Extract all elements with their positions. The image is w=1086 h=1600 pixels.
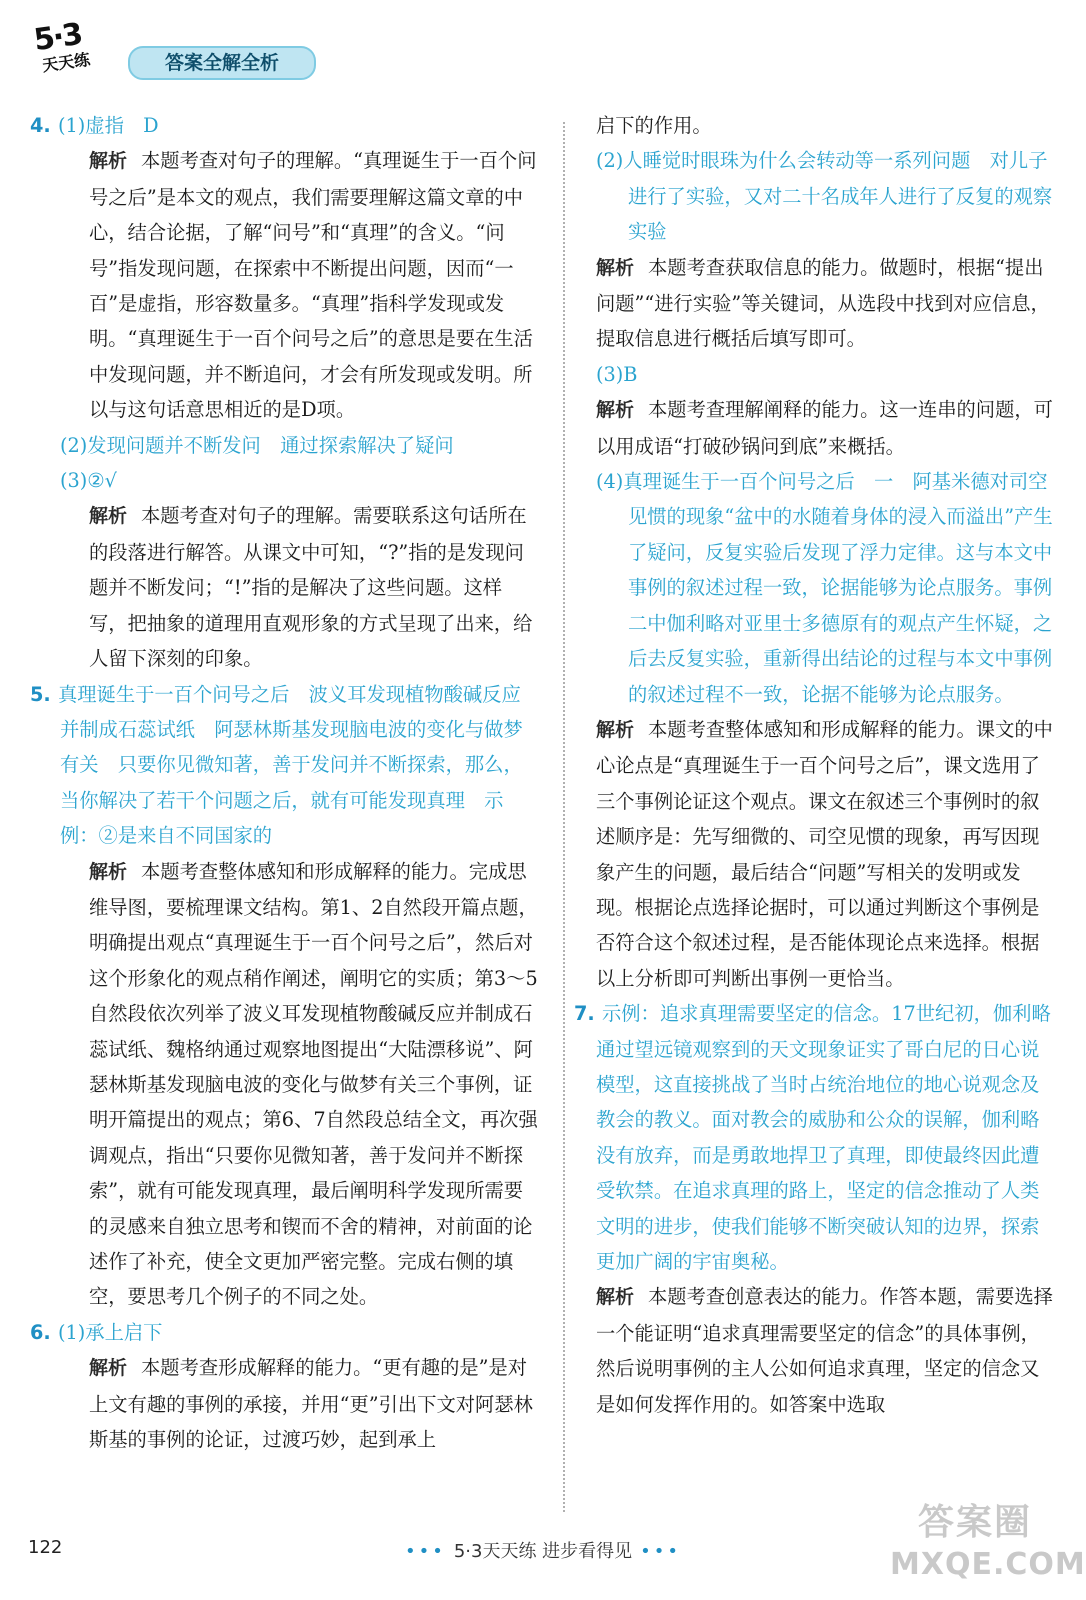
q4-number: 4. (30, 114, 51, 137)
q6-explanation-3: 解析 本题考查理解阐释的能力。这一连串的问题，可以用成语“打破砂锅问到底”来概括。 (576, 392, 1056, 464)
explain-tag: 解析 (89, 505, 128, 528)
q5-explanation: 解析 本题考查整体感知和形成解释的能力。完成思维导图，要梳理课文结构。第1、2自然段开篇点题，明确提出观点“真理诞生于一百个问号之后”，然后对这个形象化的观点稍作阐述，阐明它的实质；第3～5自然段依次列举了波义耳发现植物酸碱反应并制成石蕊试纸、魏格纳通过观察地图提出“大陆漂移说”、阿瑟林斯基发现脑电波的变化与做梦有关三个事例，证明开篇提出的观点；第6、7自然段总结全文，再次强调观点，指出“只要你见微知著，善于发问并不断探索”，就有可能发现真理，最后阐明科学发现所需要的灵感来自独立思考和锲而不舍的精神，对前面的论述作了补充，使全文更加严密完整。完成右侧的填空，要思考几个例子的不同之处。 (60, 854, 540, 1315)
explain-tag: 解析 (596, 718, 635, 741)
q4-answer-2: (2)发现问题并不断发问 通过探索解决了疑问 (60, 433, 454, 457)
q7-number: 7. (574, 1002, 595, 1026)
explain-tag: 解析 (596, 399, 635, 422)
q6-answer-4: (4)真理诞生于一百个问号之后 一 阿基米德对司空见惯的现象“盆中的水随着身体的浸入而溢出”产生了疑问，反复实验后发现了浮力定律。这与本文中事例的叙述过程一致，论据能够为论点服务。事例二中伽利略对亚里士多德原有的观点产生怀疑，之后去反复实验，重新得出结论的过程与本文中事例的叙述过程不一致，论据不能够为论点服务。 (596, 470, 1053, 706)
q6-number: 6. (30, 1320, 51, 1344)
q6-answer-2: (2)人睡觉时眼珠为什么会转动等一系列问题 对儿子进行了实验，又对二十名成年人进行了反复的观察实验 (596, 149, 1053, 244)
explain-tag: 解析 (89, 860, 128, 883)
q6-answer-3: (3)B (596, 362, 638, 386)
explain-tag: 解析 (89, 1357, 128, 1380)
q6-explanation-2: 解析 本题考查获取信息的能力。做题时，根据“提出问题”“进行实验”等关键词，从选段中找到对应信息，提取信息进行概括后填写即可。 (576, 250, 1056, 357)
page-number: 122 (28, 1537, 63, 1558)
left-column (30, 108, 540, 1457)
q4-answer-3: (3)②√ (60, 469, 117, 493)
q5-answer: 5. 真理诞生于一百个问号之后 波义耳发现植物酸碱反应并制成石蕊试纸 阿瑟林斯基发现脑电波的变化与做梦有关 只要你见微知著，善于发问并不断探索，那么，当你解决了若干个问题之后，就有可能发现真理 示例：②是来自不同国家的 (60, 677, 540, 854)
explain-tag: 解析 (596, 1286, 635, 1309)
q6-explanation-4: 解析 本题考查整体感知和形成解释的能力。课文的中心论点是“真理诞生于一百个问号之后”，课文选用了三个事例论证这个观点。课文在叙述三个事例时的叙述顺序是：先写细微的、司空见惯的现象，再写因现象产生的问题，最后结合“问题”写相关的发明或发现。根据论点选择论据时，可以通过判断这个事例是否符合这个叙述过程，是否能体现论点来选择。根据以上分析即可判断出事例一更恰当。 (576, 712, 1056, 996)
q5-number: 5. (30, 682, 51, 706)
watermark-line-2: MXQE.COM (890, 1547, 1086, 1582)
brand-logo (28, 16, 128, 76)
watermark (890, 1500, 1086, 1596)
right-column (576, 108, 1056, 1422)
explain-tag: 解析 (89, 150, 128, 173)
logo-text: 天天练 (41, 49, 92, 76)
q4-explanation-3: 解析 本题考查对句子的理解。需要联系这句话所在的段落进行解答。从课文中可知，“?”指的是发现问题并不断发问；“!”指的是解决了这些问题。这样写，把抽象的道理用直观形象的方式呈现了出来，给人留下深刻的印象。 (60, 498, 540, 676)
watermark-line-1: 答案圈 (917, 1502, 1032, 1543)
q4-explanation-1: 解析 本题考查对句子的理解。“真理诞生于一百个问号之后”是本文的观点，我们需要理解这篇文章的中心，结合论据，了解“问号”和“真理”的含义。“问号”指发现问题，在探索中不断提出问题，因而“一百”是虚指，形容数量多。“真理”指科学发现或发明。“真理诞生于一百个问号之后”的意思是要在生活中发现问题，并不断追问，才会有所发现或发明。所以与这句话意思相近的是D项。 (60, 143, 540, 427)
q4-answer-1: 4. (1)虚指 D (60, 108, 540, 143)
footer-dots-left: ••• (404, 1541, 446, 1562)
page-header (28, 18, 368, 80)
q7-answer: 7. 示例：追求真理需要坚定的信念。17世纪初，伽利略通过望远镜观察到的天文现象证实了哥白尼的日心说模型，这直接挑战了当时占统治地位的地心说观念及教会的教义。面对教会的威胁和公众的误解，伽利略没有放弃，而是勇敢地捍卫了真理，即使最终因此遭受软禁。在追求真理的路上，坚定的信念推动了人类文明的进步，使我们能够不断突破认知的边界，探索更加广阔的宇宙奥秘。 (576, 996, 1056, 1279)
q7-explanation: 解析 本题考查创意表达的能力。作答本题，需要选择一个能证明“追求真理需要坚定的信念”的具体事例，然后说明事例的主人公如何追求真理，坚定的信念又是如何发挥作用的。如答案中选取 (576, 1279, 1056, 1422)
logo-number: 5·3 (31, 16, 84, 59)
column-divider (563, 122, 565, 1512)
q6-answer-1: 6. (1)承上启下 (60, 1315, 540, 1350)
explain-tag: 解析 (596, 256, 635, 279)
q6-explanation-continued: 启下的作用。 (596, 114, 712, 137)
footer-dots-right: ••• (640, 1541, 682, 1562)
q6-explanation-1: 解析 本题考查形成解释的能力。“更有趣的是”是对上文有趣的事例的承接，并用“更”引出下文对阿瑟林斯基的事例的论证，过渡巧妙，起到承上 (60, 1350, 540, 1457)
section-badge: 答案全解全析 (128, 46, 316, 80)
footer-slogan: 5·3天天练 进步看得见 (453, 1541, 633, 1562)
